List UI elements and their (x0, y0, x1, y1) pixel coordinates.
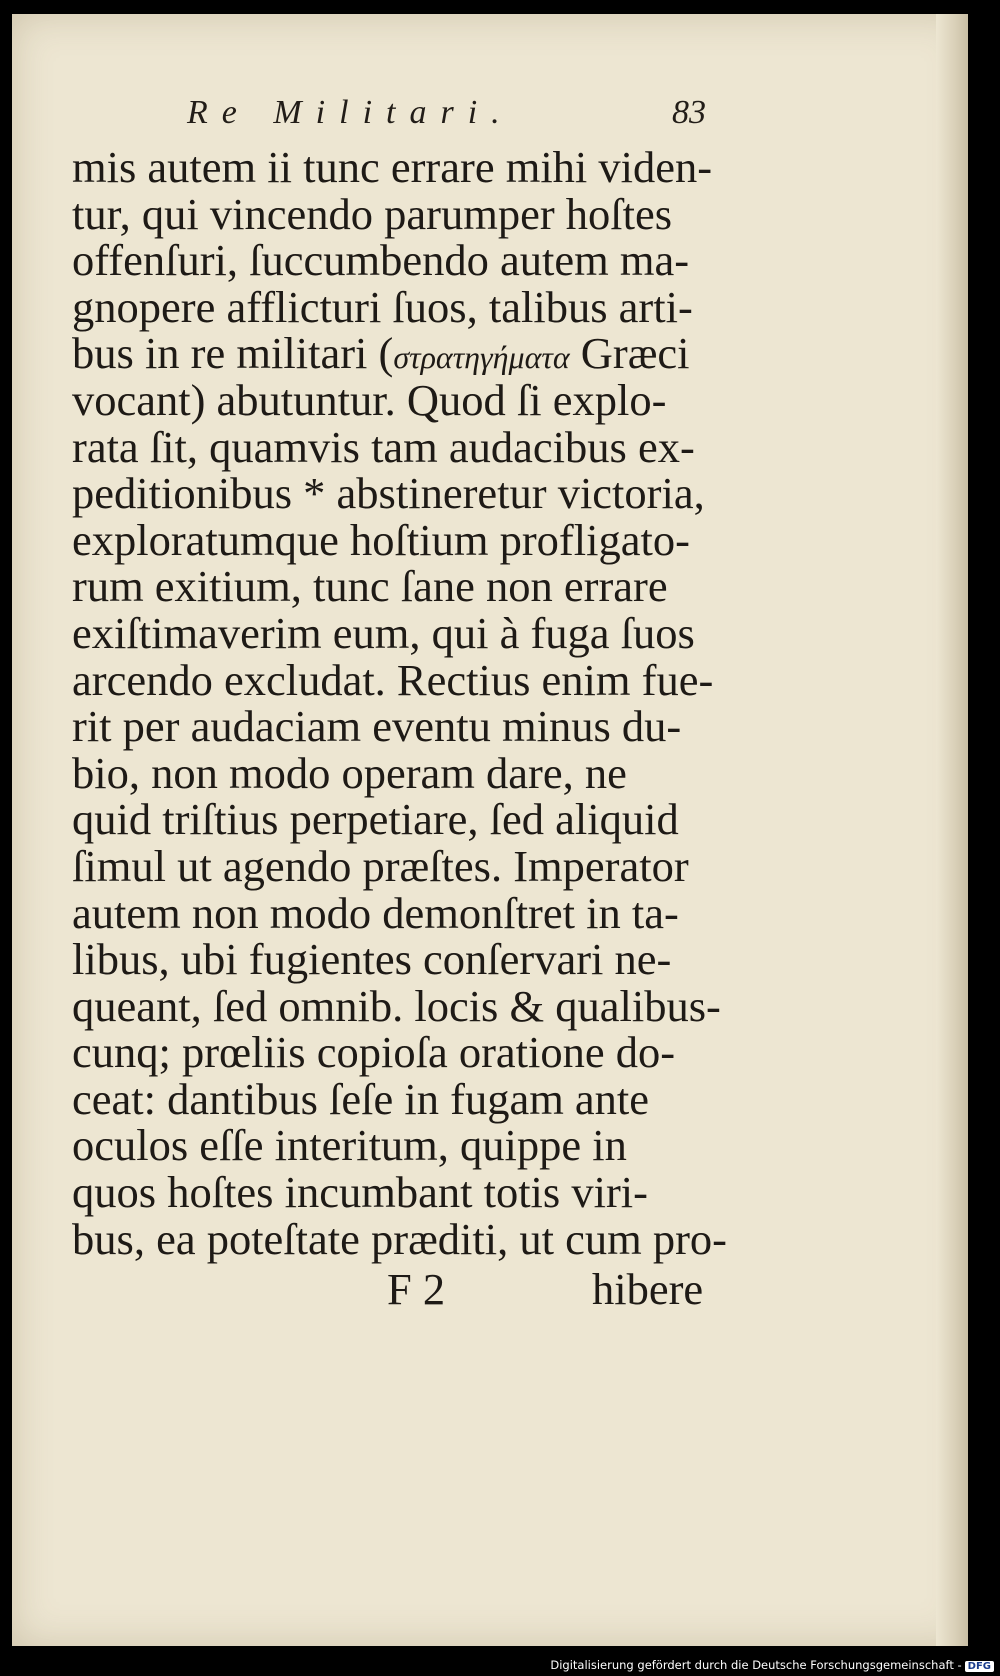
text-line: rit per audaciam eventu minus du- (72, 701, 682, 752)
running-head (12, 94, 968, 144)
signature-mark: F 2 (387, 1264, 446, 1314)
text-line: exiſtimaverim eum, qui à fuga ſuos (72, 607, 695, 658)
greek-phrase: στρατηγήματα (393, 339, 570, 376)
credit-text: Digitalisierung gefördert durch die Deutsche Forschungsgemeinschaft - (550, 1658, 962, 1672)
text-line: tur, qui vincendo parumper hoſtes (72, 188, 673, 239)
body-text (72, 144, 732, 1262)
text-line: rata ſit, quamvis tam audacibus ex- (72, 421, 695, 472)
text-line: cunq; prœliis copioſa oratione do- (72, 1027, 676, 1078)
text-line: queant, ſed omnib. locis & qualibus- (72, 980, 721, 1031)
text-line: autem non modo demonſtret in ta- (72, 887, 679, 938)
text-line: offenſuri, ſuccumbendo autem ma- (72, 235, 690, 286)
text-line: libus, ubi fugientes conſervari ne- (72, 934, 672, 985)
text-line: gnopere afflicturi ſuos, talibus arti- (72, 281, 693, 332)
text-line: bus, ea poteſtate prædіti, ut cum pro- (72, 1213, 727, 1264)
text-line: peditionibus * abstineretur victoria, (72, 468, 705, 519)
text-line: bio, non modo operam dare, ne (72, 747, 627, 798)
text-line-end: Græci (569, 328, 690, 379)
catchword: hibere (592, 1264, 704, 1314)
text-line: quid triſtius perpetiare, ſed aliquid (72, 794, 679, 845)
text-line: ſimul ut agendo præſtes. Imperator (72, 840, 689, 891)
text-line-start: bus in re militari ( (72, 328, 394, 379)
text-line: vocant) abutuntur. Quod ſi explo- (72, 374, 667, 425)
running-head-title: Re Militari. (187, 94, 514, 131)
text-line: oculos eſſe interitum, quippe in (72, 1120, 627, 1171)
page-number: 83 (672, 94, 706, 131)
page-footer (12, 1264, 968, 1314)
dfg-logo: DFG (965, 1661, 994, 1672)
text-line: quos hoſtes incumbant totis viri- (72, 1167, 648, 1218)
page-edge-shadow (936, 14, 968, 1646)
book-page (12, 14, 968, 1646)
text-line: exploratumque hoſtium profligato- (72, 514, 690, 565)
text-line: arcendo excludat. Rectius enim fue- (72, 654, 714, 705)
text-line: mis autem ii tunc errare mihi viden- (72, 142, 713, 192)
text-line: rum exitium, tunc ſane non errare (72, 561, 668, 612)
digitization-credit (550, 1658, 994, 1672)
text-line: ceat: dantibus ſeſe in fugam ante (72, 1073, 650, 1124)
text-line-with-greek (72, 330, 732, 377)
